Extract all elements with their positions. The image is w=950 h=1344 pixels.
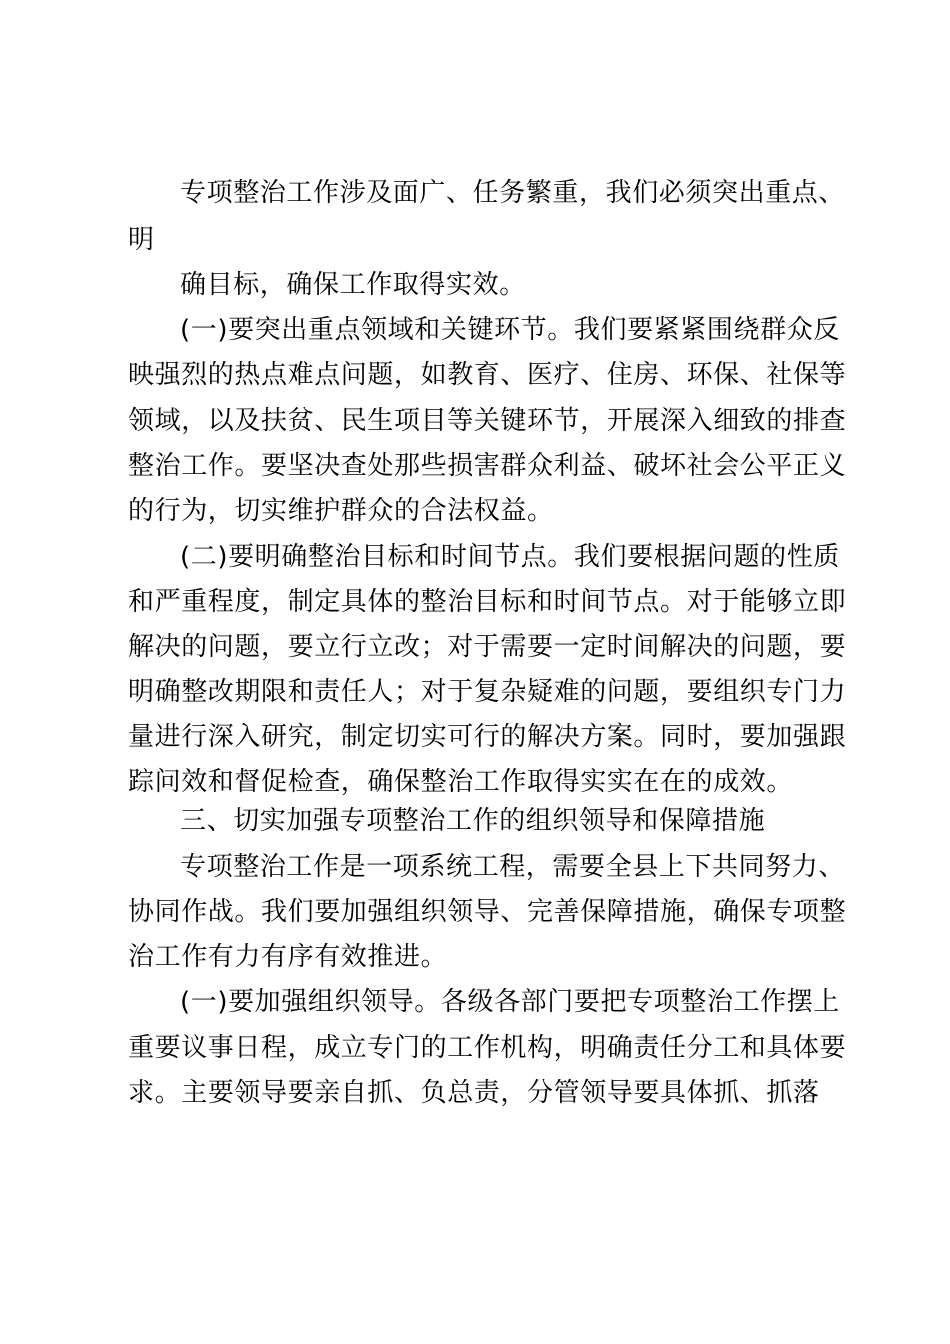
text-line: 映强烈的热点难点问题，如教育、医疗、住房、环保、社保等 [128,360,847,390]
text-line: 踪问效和督促检查，确保整治工作取得实实在在的成效。 [128,767,794,797]
text-line: 和严重程度，制定具体的整治目标和时间节点。对于能够立即 [128,587,847,617]
text-line: 的行为，切实维护群众的合法权益。 [128,496,554,526]
section-heading: 三、切实加强专项整治工作的组织领导和保障措施 [180,806,766,836]
text-line: (一)要加强组织领导。各级各部门要把专项整治工作摆上 [180,987,840,1017]
text-line: (二)要明确整治目标和时间节点。我们要根据问题的性质 [180,542,840,572]
text-line: 专项整治工作是一项系统工程，需要全县上下共同努力、 [180,852,846,882]
text-line: 确目标，确保工作取得实效。 [180,270,526,300]
text-line: 协同作战。我们要加强组织领导、完善保障措施，确保专项整 [128,897,847,927]
text-line: 求。主要领导要亲自抓、负总责，分管领导要具体抓、抓落 [128,1078,820,1108]
text-line: 解决的问题，要立行立改；对于需要一定时间解决的问题，要 [128,632,847,662]
text-line: 量进行深入研究，制定切实可行的解决方案。同时，要加强跟 [128,722,847,752]
text-line: 重要议事日程，成立专门的工作机构，明确责任分工和具体要 [128,1033,847,1063]
text-line: 整治工作。要坚决查处那些损害群众利益、破坏社会公平正义 [128,451,847,481]
text-line: 专项整治工作涉及面广、任务繁重，我们必须突出重点、 [180,178,846,208]
text-line: (一)要突出重点领域和关键环节。我们要紧紧围绕群众反 [180,315,840,345]
text-line: 明确整改期限和责任人；对于复杂疑难的问题，要组织专门力 [128,677,847,707]
text-line: 明 [128,225,155,255]
text-line: 领域，以及扶贫、民生项目等关键环节，开展深入细致的排查 [128,406,847,436]
text-line: 治工作有力有序有效推进。 [128,942,448,972]
